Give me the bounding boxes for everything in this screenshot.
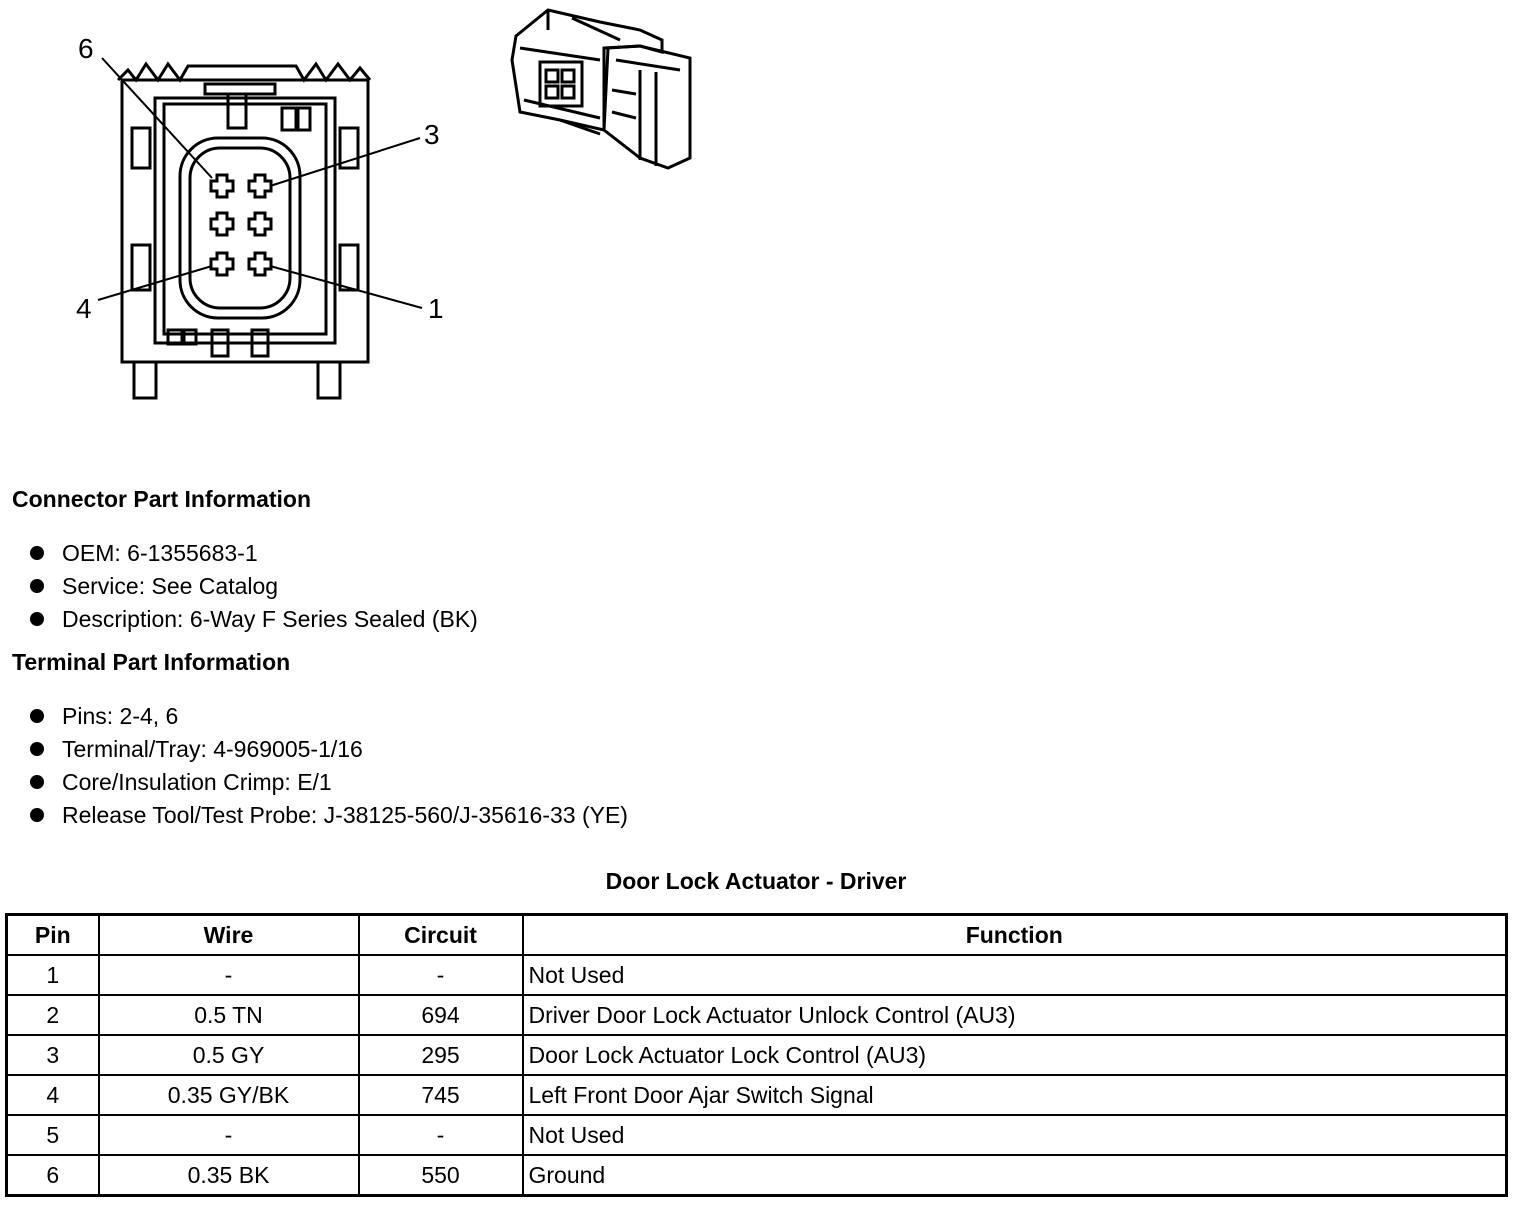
connector-part-info-list: [30, 537, 478, 636]
bullet-icon: [30, 709, 44, 723]
bullet-icon: [30, 546, 44, 560]
table-row: [7, 1075, 1507, 1115]
list-item: OEM: 6-1355683-1: [30, 537, 478, 570]
cell-wire: -: [99, 1115, 359, 1155]
cell-function: Not Used: [523, 955, 1507, 995]
cell-wire: -: [99, 955, 359, 995]
cell-function: Door Lock Actuator Lock Control (AU3): [523, 1035, 1507, 1075]
bullet-icon: [30, 742, 44, 756]
column-header-circuit: Circuit: [359, 915, 523, 956]
cell-circuit: 550: [359, 1155, 523, 1196]
cell-pin: 2: [7, 995, 99, 1035]
connector-cavities: [211, 175, 271, 275]
cell-circuit: 295: [359, 1035, 523, 1075]
cell-pin: 3: [7, 1035, 99, 1075]
cell-wire: 0.35 GY/BK: [99, 1075, 359, 1115]
list-item: Pins: 2-4, 6: [30, 700, 628, 733]
column-header-function: Function: [523, 915, 1507, 956]
cell-pin: 1: [7, 955, 99, 995]
connector-face-view: [118, 64, 370, 398]
cell-wire: 0.35 BK: [99, 1155, 359, 1196]
bullet-icon: [30, 579, 44, 593]
cell-function: Not Used: [523, 1115, 1507, 1155]
bullet-icon: [30, 808, 44, 822]
pin-callout-3: 3: [424, 119, 440, 150]
terminal-part-info-list: [30, 700, 628, 832]
connector-part-info-heading: Connector Part Information: [12, 486, 312, 512]
table-row: [7, 1155, 1507, 1196]
column-header-wire: Wire: [99, 915, 359, 956]
cell-pin: 6: [7, 1155, 99, 1196]
table-row: [7, 955, 1507, 995]
cell-function: Left Front Door Ajar Switch Signal: [523, 1075, 1507, 1115]
bullet-icon: [30, 612, 44, 626]
cell-circuit: 745: [359, 1075, 523, 1115]
bullet-icon: [30, 775, 44, 789]
cell-pin: 5: [7, 1115, 99, 1155]
table-row: [7, 1035, 1507, 1075]
cell-circuit: 694: [359, 995, 523, 1035]
column-header-pin: Pin: [7, 915, 99, 956]
table-title: Door Lock Actuator - Driver: [605, 868, 907, 894]
table-row: [7, 1115, 1507, 1155]
terminal-part-info-heading: Terminal Part Information: [12, 649, 291, 675]
list-item: Description: 6-Way F Series Sealed (BK): [30, 603, 478, 636]
cell-circuit: -: [359, 1115, 523, 1155]
list-item: Service: See Catalog: [30, 570, 478, 603]
table-row: [7, 995, 1507, 1035]
table-header-row: [7, 915, 1507, 956]
cell-function: Ground: [523, 1155, 1507, 1196]
connector-diagram: [0, 0, 720, 420]
list-item: Terminal/Tray: 4-969005-1/16: [30, 733, 628, 766]
connector-isometric-view: [512, 10, 690, 168]
pin-callout-4: 4: [76, 293, 92, 324]
list-item: Core/Insulation Crimp: E/1: [30, 766, 628, 799]
cell-function: Driver Door Lock Actuator Unlock Control (AU3): [523, 995, 1507, 1035]
pin-callout-1: 1: [428, 293, 444, 324]
list-item: Release Tool/Test Probe: J-38125-560/J-35616-33 (YE): [30, 799, 628, 832]
cell-circuit: -: [359, 955, 523, 995]
cell-wire: 0.5 TN: [99, 995, 359, 1035]
cell-wire: 0.5 GY: [99, 1035, 359, 1075]
pinout-table: [5, 913, 1508, 1197]
pin-callout-6: 6: [78, 33, 94, 64]
cell-pin: 4: [7, 1075, 99, 1115]
